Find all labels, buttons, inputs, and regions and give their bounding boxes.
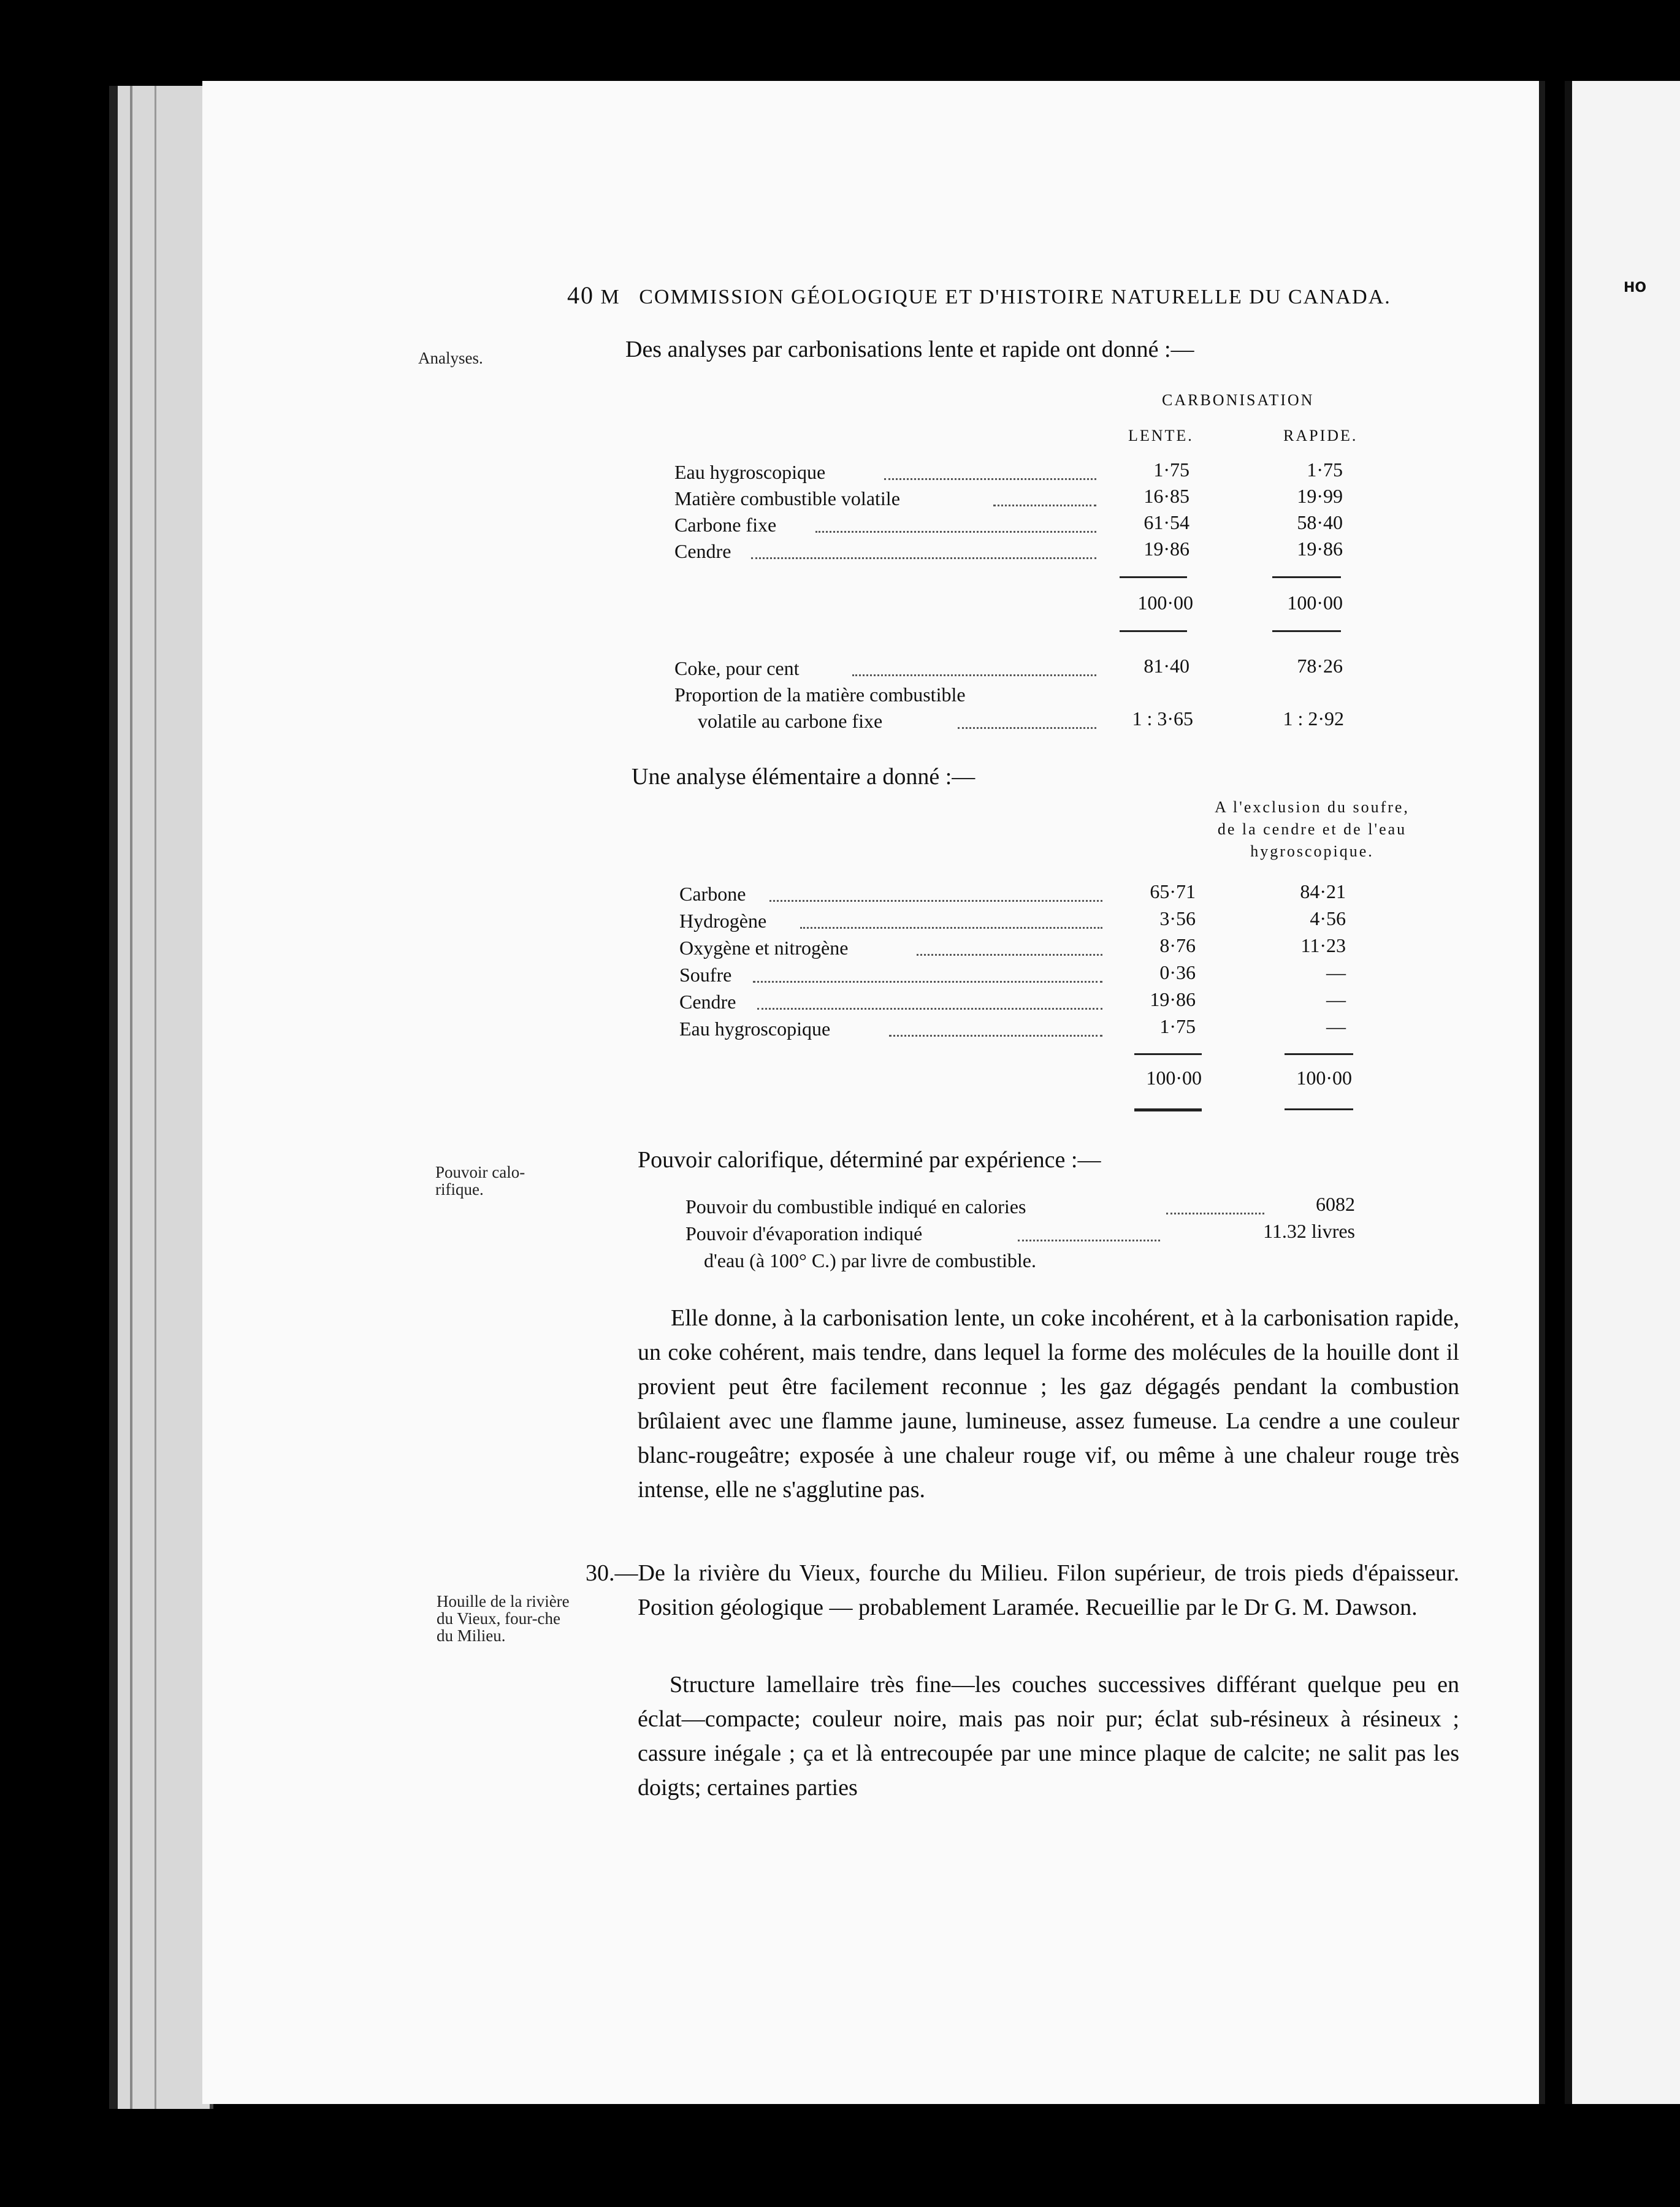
- sum-rule: [1285, 1053, 1353, 1055]
- proportion-label-2: volatile au carbone fixe: [698, 710, 883, 732]
- leader-dots: [753, 981, 1102, 983]
- total-rule: [1120, 630, 1187, 632]
- margin-note-analyses: Analyses.: [418, 349, 483, 367]
- elem-row-label: Cendre: [679, 991, 736, 1013]
- paragraph-sample-30: 30.—De la rivière du Vieux, fourche du Milieu. Filon supérieur, de trois pieds d'épaisseur. Position géologique — probablement Laramée. Recueillie par le Dr G. M. Dawson.: [586, 1560, 1459, 1620]
- leader-dots: [757, 1008, 1102, 1010]
- elemental-intro: Une analyse élémentaire a donné :—: [632, 764, 976, 790]
- row-label: Eau hygroscopique: [674, 461, 826, 483]
- calorific-line-3: d'eau (à 100° C.) par livre de combustible.: [704, 1249, 1036, 1271]
- value-rapide: 19·86: [1297, 538, 1343, 560]
- leader-dots: [884, 478, 1096, 480]
- elem-row-label: Soufre: [679, 964, 732, 986]
- total-rule: [1285, 1108, 1353, 1110]
- coke-label: Coke, pour cent: [674, 657, 800, 679]
- leader-dots: [800, 927, 1102, 929]
- col-header-lente: LENTE.: [1128, 427, 1194, 444]
- col-header-rapide: RAPIDE.: [1283, 427, 1358, 444]
- value-rapide: 58·40: [1297, 511, 1343, 533]
- intro-text: Des analyses par carbonisations lente et rapide ont donné :—: [625, 337, 1194, 362]
- elem-row-label: Oxygène et nitrogène: [679, 937, 849, 959]
- elem-value-2: —: [1326, 1015, 1346, 1037]
- calorific-intro: Pouvoir calorifique, déterminé par expérience :—: [638, 1147, 1101, 1173]
- value-lente: 16·85: [1144, 485, 1189, 507]
- running-header: [567, 281, 1391, 310]
- leader-dots: [1018, 1240, 1160, 1241]
- elem-value-1: 0·36: [1159, 961, 1196, 983]
- leader-dots: [769, 900, 1102, 902]
- row-label: Cendre: [674, 540, 731, 562]
- leader-dots: [889, 1035, 1102, 1037]
- total-rule: [1272, 630, 1341, 632]
- leader-dots: [958, 727, 1096, 729]
- value-lente: 61·54: [1144, 511, 1189, 533]
- coke-lente: 81·40: [1144, 655, 1189, 677]
- paragraph-structure: Structure lamellaire très fine—les couches successives différant quelque peu en éclat—compacte; couleur noire, mais pas noir pur; éclat sub-résineux à résineux ; cassure inégale ; ça et là entrecoupée par une mince plaque de calcite; ne salit pas les doigts; certaines parties: [638, 1672, 1459, 1801]
- total-rapide: 100·00: [1287, 592, 1343, 614]
- running-title: COMMISSION GÉOLOGIQUE ET D'HISTOIRE NATURELLE DU CANADA.: [639, 286, 1391, 308]
- facing-page-fragment: HO: [1624, 280, 1647, 295]
- elem-value-1: 3·56: [1159, 907, 1196, 929]
- elem-value-1: 1·75: [1159, 1015, 1196, 1037]
- elem-value-2: —: [1326, 988, 1346, 1010]
- row-label: Matière combustible volatile: [674, 487, 900, 509]
- elem-col-header-2: de la cendre et de l'eau: [1217, 820, 1407, 838]
- carbonisation-header: CARBONISATION: [1162, 391, 1315, 409]
- elem-value-1: 8·76: [1159, 934, 1196, 956]
- leader-dots: [852, 674, 1096, 676]
- leader-dots: [815, 531, 1096, 533]
- calorific-line-2: Pouvoir d'évaporation indiqué: [685, 1222, 923, 1245]
- margin-note-pouvoir: Pouvoir calo-rifique.: [435, 1163, 525, 1199]
- elem-col-header-1: A l'exclusion du soufre,: [1215, 798, 1410, 816]
- leader-dots: [751, 557, 1096, 559]
- proportion-lente: 1 : 3·65: [1132, 707, 1193, 730]
- elem-row-label: Eau hygroscopique: [679, 1018, 831, 1040]
- sum-rule: [1134, 1053, 1202, 1055]
- sum-rule: [1120, 576, 1187, 578]
- page-suffix: M: [600, 286, 620, 308]
- elem-row-label: Carbone: [679, 883, 746, 905]
- elem-value-2: 4·56: [1310, 907, 1346, 929]
- proportion-rapide: 1 : 2·92: [1283, 707, 1344, 730]
- coke-rapide: 78·26: [1297, 655, 1343, 677]
- elem-value-2: 84·21: [1300, 880, 1346, 902]
- paragraph-coke: Elle donne, à la carbonisation lente, un coke incohérent, et à la carbonisation rapide, un coke cohérent, mais tendre, dans lequel la forme des molécules de la houille dont il provient peut être facilement reconnue ; les gaz dégagés pendant la combustion brûlaient avec une flamme jaune, lumineuse, assez fumeuse. La cendre a une couleur blanc-rougeâtre; exposée à une chaleur rouge vif, ou même à une chaleur rouge très intense, elle ne s'agglutine pas.: [638, 1305, 1459, 1503]
- page-number: 40: [567, 281, 594, 309]
- value-lente: 19·86: [1144, 538, 1189, 560]
- margin-note-houille: Houille de la rivière du Vieux, four-che du Milieu.: [437, 1592, 570, 1645]
- leader-dots: [993, 505, 1096, 506]
- elem-total-2: 100·00: [1296, 1067, 1352, 1089]
- value-rapide: 1·75: [1307, 459, 1343, 481]
- calorific-line-1: Pouvoir du combustible indiqué en calories: [685, 1195, 1026, 1218]
- elem-value-2: —: [1326, 961, 1346, 983]
- elem-value-1: 65·71: [1150, 880, 1196, 902]
- total-lente: 100·00: [1137, 592, 1193, 614]
- elem-value-2: 11·23: [1300, 934, 1346, 956]
- value-lente: 1·75: [1153, 459, 1189, 481]
- elem-total-1: 100·00: [1146, 1067, 1202, 1089]
- book-edge: [109, 86, 213, 2109]
- value-rapide: 19·99: [1297, 485, 1343, 507]
- elem-value-1: 19·86: [1150, 988, 1196, 1010]
- leader-dots: [917, 954, 1102, 956]
- facing-page: [1565, 81, 1680, 2104]
- calorific-value-2: 11.32 livres: [1263, 1220, 1355, 1242]
- proportion-label-1: Proportion de la matière combustible: [674, 684, 966, 706]
- leader-dots: [1166, 1213, 1264, 1214]
- sum-rule: [1272, 576, 1341, 578]
- elem-col-header-3: hygroscopique.: [1250, 842, 1374, 860]
- calorific-value-1: 6082: [1316, 1193, 1355, 1215]
- row-label: Carbone fixe: [674, 514, 777, 536]
- total-rule: [1134, 1108, 1202, 1111]
- elem-row-label: Hydrogène: [679, 910, 767, 932]
